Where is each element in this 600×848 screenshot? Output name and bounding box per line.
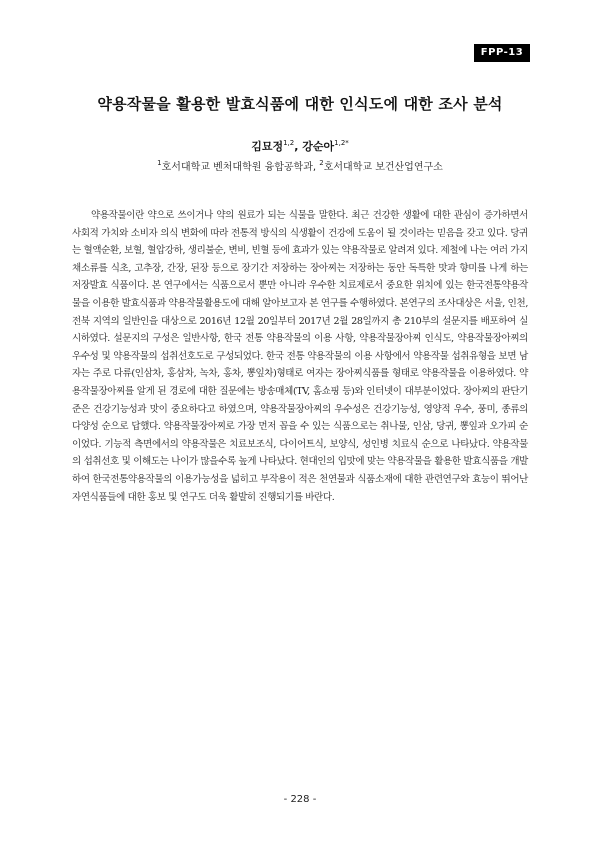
author-affil-sup: 1,2* — [334, 139, 349, 147]
session-code-badge: FPP-13 — [474, 44, 530, 62]
corresponding-author-name: 강순아 — [302, 140, 335, 153]
affiliation-line — [0, 158, 600, 173]
affil-marker: 1 — [157, 159, 162, 167]
affiliation-text: 호서대학교 벤처대학원 융합공학과, — [161, 162, 320, 173]
author-affil-sup: 1,2 — [283, 139, 295, 147]
paper-title: 약용작물을 활용한 발효식품에 대한 인식도에 대한 조사 분석 — [97, 95, 503, 113]
author-separator: , — [294, 140, 303, 153]
abstract-body: 약용작물이란 약으로 쓰이거나 약의 원료가 되는 식물을 말한다. 최근 건강한 생활에 대한 관심이 증가하면서 사회적 가치와 소비자 의식 변화에 따라 전통적 방식의 식생활이 건강에 도움이 될 것이라는 믿음을 갖고 있다. 당귀는 혈액순환, 보혈, 혈압강하, 생리불순, 변비, 빈혈 등에 효과가 있는 약용작물로 알려져 있다. 제철에 나는 여러 가지 채소류를 식초, 고추장, 간장, 된장 등으로 장기간 저장하는 장아찌는 저장하는 동안 독특한 맛과 향미를 나게 하는 저장발효 식품이다. 본 연구에서는 식품으로서 뿐만 아니라 우수한 치료제로서 중요한 위치에 있는 한국전통약용작물을 이용한 발효식품과 약용작물활용도에 대해 알아보고자 본 연구를 수행하였다. 본연구의 조사대상은 서울, 인천, 전북 지역의 일반인을 대상으로 2016년 12월 20일부터 2017년 2월 28일까지 총 210부의 설문지를 배포하여 실시하였다. 설문지의 구성은 일반사항, 한국 전통 약용작물의 이용 사항, 약용작물장아찌 인식도, 약용작물장아찌의 우수성 및 약용작물의 섭취선호도로 구성되었다. 한국 전통 약용작물의 이용 사항에서 약용작물 섭취유형을 보면 남자는 주로 다류(인삼차, 홍삼차, 녹차, 홍차, 뽕잎차)형태로 여자는 장아찌식품를 형태로 약용작물을 이용하였다. 약용작물장아찌를 알게 된 경로에 대한 질문에는 방송매체(TV, 홈쇼핑 등)와 인터넷이 대부분이었다. 장아찌의 판단기준은 건강기능성과 맛이 중요하다고 하였으며, 약용작물장아찌의 우수성은 건강기능성, 영양적 우수, 풍미, 종류의 다양성 순으로 답했다. 약용작물장아찌로 가장 먼저 꼽을 수 있는 식품으로는 취나물, 인삼, 당귀, 뽕잎과 오가피 순이었다. 기능적 측면에서의 약용작물은 치료보조식, 다이어트식, 보양식, 성인병 치료식 순으로 나타났다. 약용작물의 섭취선호 및 이해도는 나이가 많을수록 높게 나타났다. 현대인의 입맛에 맞는 약용작물을 활용한 발효식품을 개발하여 한국전통약용작물의 이용가능성을 넓히고 부작용이 적은 천연물과 식품소재에 대한 관련연구와 효능이 뛰어난 자연식품들에 대한 홍보 및 연구도 더욱 활발히 진행되기를 바란다. — [72, 210, 528, 503]
affil-marker: 2 — [319, 159, 324, 167]
author-line — [0, 138, 600, 154]
page-number: - 228 - — [283, 794, 317, 805]
affiliation-text: 호서대학교 보건산업연구소 — [323, 162, 443, 173]
author-name: 김묘정 — [251, 140, 284, 153]
